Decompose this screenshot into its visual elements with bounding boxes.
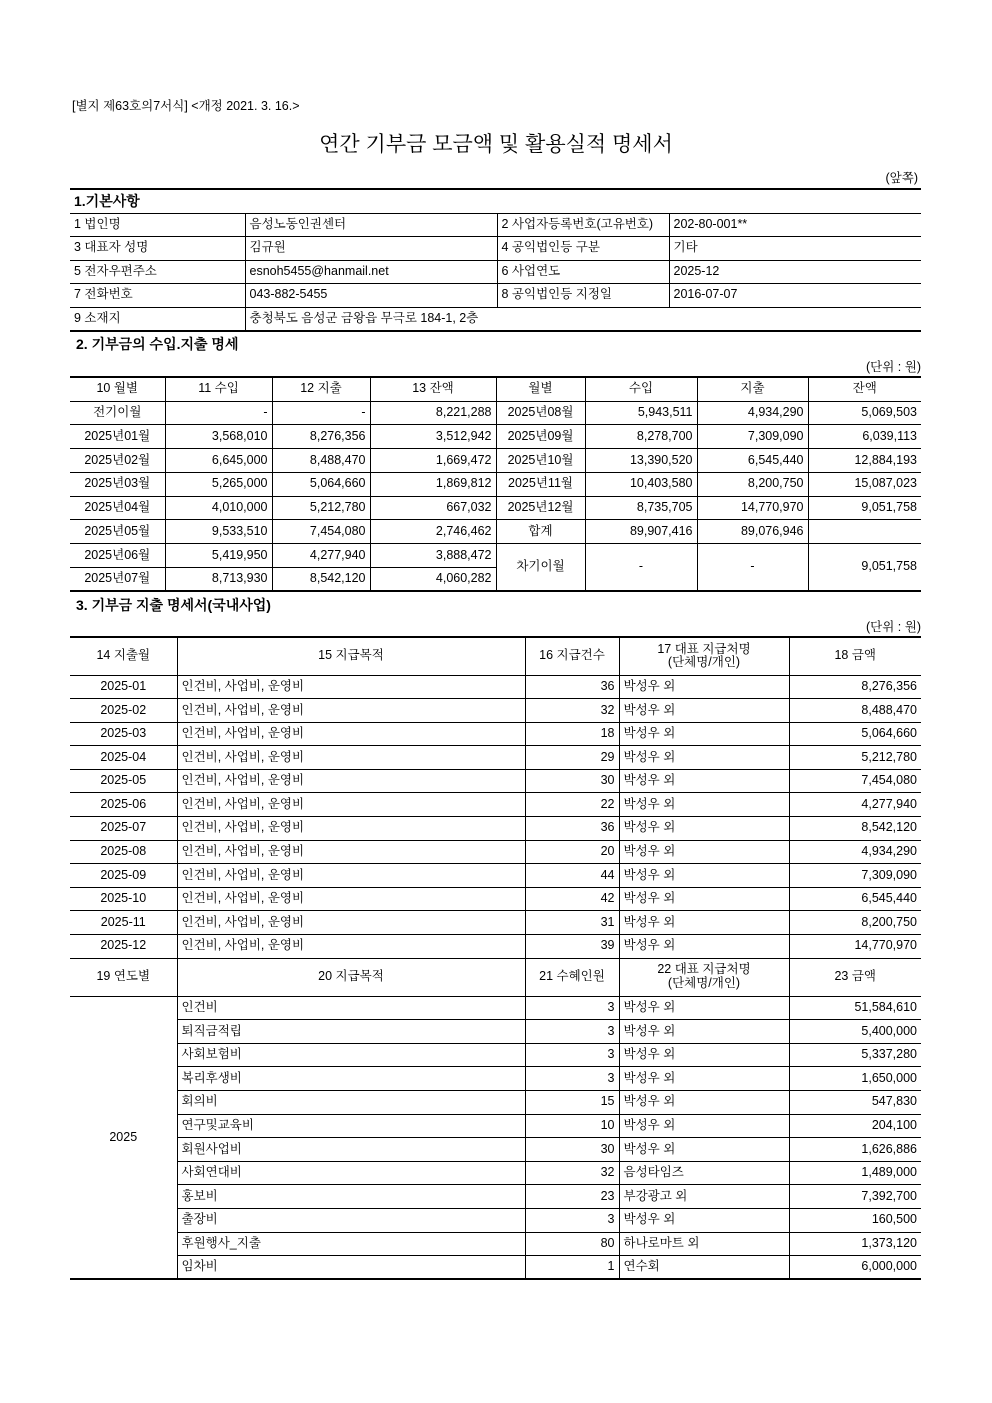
expense-row [70,840,921,864]
column-header: 15 지급목적 [177,637,525,675]
table-cell: 2025-07 [70,817,177,841]
table-cell: 홍보비 [177,1185,525,1209]
column-header: 11 수입 [165,377,272,401]
table-cell: 합계 [496,520,585,544]
table-cell: 3 [525,1208,619,1232]
annual-expense-row [70,1161,921,1185]
column-header: 17 대표 지급처명 (단체명/개인) [619,637,789,675]
info-label: 6 사업연도 [497,260,669,284]
table-cell: 3 [525,1020,619,1044]
table-cell: 2025-06 [70,793,177,817]
table-cell: 2025-01 [70,675,177,699]
table-cell: 15 [525,1091,619,1115]
table-cell: 인건비, 사업비, 운영비 [177,935,525,959]
table-cell: 5,212,780 [272,496,370,520]
table-cell: 30 [525,1138,619,1162]
table-cell: 인건비, 사업비, 운영비 [177,911,525,935]
table-cell: 박성우 외 [619,840,789,864]
table-cell: 44 [525,864,619,888]
column-header: 20 지급목적 [177,958,525,996]
table-cell: 30 [525,769,619,793]
column-header: 22 대표 지급처명 (단체명/개인) [619,958,789,996]
table-cell: 10 [525,1114,619,1138]
table-cell [808,520,921,544]
table-cell: 39 [525,935,619,959]
table-cell: 8,713,930 [165,568,272,592]
table-cell: 6,545,440 [789,887,921,911]
table-cell: 6,545,440 [697,449,808,473]
table-cell: 인건비, 사업비, 운영비 [177,840,525,864]
expense-row [70,817,921,841]
expense-row [70,864,921,888]
table-cell: 3 [525,1067,619,1091]
table-cell: 하나로마트 외 [619,1232,789,1256]
table-cell: 2025-09 [70,864,177,888]
column-header: 수입 [585,377,697,401]
table-cell: 5,265,000 [165,472,272,496]
table-cell: 204,100 [789,1114,921,1138]
section-3-unit: (단위 : 원) [866,620,921,634]
table-cell: 1,489,000 [789,1161,921,1185]
table-cell: 14,770,970 [789,935,921,959]
table-cell: 2025-12 [70,935,177,959]
table-cell: 회원사업비 [177,1138,525,1162]
column-header: 13 잔액 [370,377,496,401]
table-cell: 10,403,580 [585,472,697,496]
table-cell: 4,934,290 [789,840,921,864]
table-cell: 퇴직금적립 [177,1020,525,1044]
table-cell: 2025년02월 [70,449,165,473]
section-2-title: 2. 기부금의 수입.지출 명세 [76,336,239,352]
column-header: 월별 [496,377,585,401]
table-cell: 547,830 [789,1091,921,1115]
info-label: 4 공익법인등 구분 [497,237,669,261]
table-cell: 박성우 외 [619,1138,789,1162]
column-header: 23 금액 [789,958,921,996]
table-cell: 2025년06월 [70,544,165,568]
table-cell: 23 [525,1185,619,1209]
table-cell: 2025년07월 [70,568,165,592]
info-label: 7 전화번호 [70,284,245,308]
page-side: (앞쪽) [885,171,918,185]
table-cell: 160,500 [789,1208,921,1232]
section-3-title: 3. 기부금 지출 명세서(국내사업) [76,597,271,613]
info-value: 김규원 [245,237,497,261]
column-header: 잔액 [808,377,921,401]
annual-expense-row [70,1020,921,1044]
table-cell: 1 [525,1256,619,1280]
table-cell: 14,770,970 [697,496,808,520]
table-cell: 연구및교육비 [177,1114,525,1138]
table-cell: 박성우 외 [619,793,789,817]
info-row [70,260,921,284]
table-cell: 2025년08월 [496,401,585,425]
info-value: 043-882-5455 [245,284,497,308]
table-cell: 전기이월 [70,401,165,425]
table-cell: 3,568,010 [165,425,272,449]
page-title: 연간 기부금 모금액 및 활용실적 명세서 [319,133,673,156]
table-cell: 2025-05 [70,769,177,793]
table-cell: 부강광고 외 [619,1185,789,1209]
table-cell: 8,488,470 [272,449,370,473]
table-cell: - [165,401,272,425]
expense-row [70,722,921,746]
table-cell: 5,400,000 [789,1020,921,1044]
table-cell: 2025년04월 [70,496,165,520]
column-header: 19 연도별 [70,958,177,996]
table-row [70,520,921,544]
table-cell: 박성우 외 [619,1114,789,1138]
table-cell: 8,200,750 [789,911,921,935]
info-value: 2016-07-07 [669,284,921,308]
table-cell: 5,064,660 [272,472,370,496]
table-cell: 박성우 외 [619,1091,789,1115]
table-cell: 2025년12월 [496,496,585,520]
table-cell: - [272,401,370,425]
annual-expense-row [70,1043,921,1067]
table-cell: 89,076,946 [697,520,808,544]
table-cell: 2025년03월 [70,472,165,496]
section-1-header-row [70,189,921,213]
table-cell: 4,277,940 [789,793,921,817]
table-cell: 6,039,113 [808,425,921,449]
info-row [70,237,921,261]
annual-expense-row [70,1208,921,1232]
table-cell: 20 [525,840,619,864]
table-cell: 박성우 외 [619,675,789,699]
table-cell: 박성우 외 [619,911,789,935]
table-cell: 7,309,090 [697,425,808,449]
table-row [70,449,921,473]
table-cell: 박성우 외 [619,769,789,793]
table-cell: 29 [525,746,619,770]
table-cell: 2,746,462 [370,520,496,544]
table-cell: 8,735,705 [585,496,697,520]
table-cell: 2025-04 [70,746,177,770]
table-cell: 출장비 [177,1208,525,1232]
table-cell: 1,669,472 [370,449,496,473]
table-cell: 36 [525,675,619,699]
table-cell: 8,221,288 [370,401,496,425]
table-cell: 인건비, 사업비, 운영비 [177,887,525,911]
table-cell: 4,010,000 [165,496,272,520]
table-cell: 복리후생비 [177,1067,525,1091]
table-cell: 5,337,280 [789,1043,921,1067]
header-row [70,377,921,401]
table-cell: 32 [525,1161,619,1185]
header-row [70,637,921,675]
section-1-title: 1.기본사항 [70,189,921,213]
table-row [70,401,921,425]
expense-row [70,911,921,935]
table-cell: 8,488,470 [789,699,921,723]
table-cell: 연수회 [619,1256,789,1280]
table-cell: 31 [525,911,619,935]
table-cell: 2025년11월 [496,472,585,496]
table-cell: 인건비, 사업비, 운영비 [177,793,525,817]
table-cell: 5,069,503 [808,401,921,425]
annual-expense-row [70,1114,921,1138]
info-value: 2025-12 [669,260,921,284]
table-row [70,425,921,449]
carry-over-value: - [585,544,697,592]
info-row [70,307,921,331]
info-value: esnoh5455@hanmail.net [245,260,497,284]
table-cell: 박성우 외 [619,699,789,723]
table-cell: 3,888,472 [370,544,496,568]
annual-expense-row [70,1067,921,1091]
table-cell: 13,390,520 [585,449,697,473]
info-label: 3 대표자 성명 [70,237,245,261]
table-cell: 박성우 외 [619,887,789,911]
table-cell: 7,454,080 [789,769,921,793]
info-label: 9 소재지 [70,307,245,331]
table-cell: 박성우 외 [619,817,789,841]
info-label: 8 공익법인등 지정일 [497,284,669,308]
expense-row [70,699,921,723]
table-cell: 2025-02 [70,699,177,723]
table-cell: 42 [525,887,619,911]
table-cell: 1,650,000 [789,1067,921,1091]
info-label: 1 법인명 [70,213,245,237]
year-cell: 2025 [70,996,177,1279]
table-cell: 인건비, 사업비, 운영비 [177,864,525,888]
form-reference: [별지 제63호의7서식] <개정 2021. 3. 16.> [72,99,300,113]
table-cell: 사회연대비 [177,1161,525,1185]
annual-expense-row [70,1232,921,1256]
table-row [70,472,921,496]
column-header: 16 지급건수 [525,637,619,675]
table-row [70,544,921,568]
table-cell: 2025-10 [70,887,177,911]
table-cell: 8,276,356 [272,425,370,449]
column-header: 지출 [697,377,808,401]
table-cell: 박성우 외 [619,864,789,888]
expense-row [70,769,921,793]
table-cell: 5,419,950 [165,544,272,568]
table-cell: 1,626,886 [789,1138,921,1162]
table-cell: 5,212,780 [789,746,921,770]
table-cell: 8,278,700 [585,425,697,449]
table-cell: 박성우 외 [619,935,789,959]
table-cell: 89,907,416 [585,520,697,544]
table-cell: 8,200,750 [697,472,808,496]
table-cell: 박성우 외 [619,1043,789,1067]
info-label: 5 전자우편주소 [70,260,245,284]
table-cell: 80 [525,1232,619,1256]
table-cell: 8,276,356 [789,675,921,699]
table-cell: 32 [525,699,619,723]
table-cell: 사회보험비 [177,1043,525,1067]
income-expense-table [70,376,921,592]
table-cell: 15,087,023 [808,472,921,496]
basic-info-table [70,188,921,332]
expense-row [70,935,921,959]
table-row [70,496,921,520]
table-cell: 박성우 외 [619,996,789,1020]
table-cell: 5,943,511 [585,401,697,425]
table-cell: 22 [525,793,619,817]
table-cell: 2025년05월 [70,520,165,544]
table-cell: 2025-11 [70,911,177,935]
info-label: 2 사업자등록번호(고유번호) [497,213,669,237]
table-cell: 3 [525,996,619,1020]
column-header: 12 지출 [272,377,370,401]
column-header: 14 지출월 [70,637,177,675]
table-cell: 임차비 [177,1256,525,1280]
table-cell: 인건비, 사업비, 운영비 [177,817,525,841]
annual-expense-row [70,1138,921,1162]
table-cell: 인건비, 사업비, 운영비 [177,699,525,723]
section-2-unit: (단위 : 원) [866,360,921,374]
table-cell: 51,584,610 [789,996,921,1020]
table-cell: 회의비 [177,1091,525,1115]
table-cell: 5,064,660 [789,722,921,746]
table-cell: 7,454,080 [272,520,370,544]
table-cell: 박성우 외 [619,1208,789,1232]
table-cell: 3 [525,1043,619,1067]
header-row [70,958,921,996]
table-cell: 1,869,812 [370,472,496,496]
table-cell: 12,884,193 [808,449,921,473]
info-value: 기타 [669,237,921,261]
table-cell: 7,309,090 [789,864,921,888]
table-cell: 2025년01월 [70,425,165,449]
table-cell: 667,032 [370,496,496,520]
annual-expense-row [70,1256,921,1280]
expense-row [70,887,921,911]
table-cell: 인건비, 사업비, 운영비 [177,746,525,770]
table-cell: 2025년10월 [496,449,585,473]
table-cell: 8,542,120 [789,817,921,841]
table-cell: 6,645,000 [165,449,272,473]
table-cell: 8,542,120 [272,568,370,592]
table-cell: 후원행사_지출 [177,1232,525,1256]
table-cell: 7,392,700 [789,1185,921,1209]
table-cell: 9,051,758 [808,496,921,520]
carry-over-value: - [697,544,808,592]
expense-row [70,746,921,770]
table-cell: 박성우 외 [619,746,789,770]
table-cell: 2025-03 [70,722,177,746]
table-cell: 3,512,942 [370,425,496,449]
table-cell: 2025년09월 [496,425,585,449]
info-row [70,213,921,237]
expense-row [70,675,921,699]
table-cell: 2025-08 [70,840,177,864]
table-cell: 4,277,940 [272,544,370,568]
carry-over-label: 차기이월 [496,544,585,592]
table-cell: 박성우 외 [619,722,789,746]
annual-expense-row [70,1091,921,1115]
table-cell: 박성우 외 [619,1020,789,1044]
info-row [70,284,921,308]
table-cell: 4,060,282 [370,568,496,592]
column-header: 18 금액 [789,637,921,675]
table-cell: 음성타임즈 [619,1161,789,1185]
table-cell: 인건비, 사업비, 운영비 [177,675,525,699]
table-cell: 9,533,510 [165,520,272,544]
annual-expense-row [70,996,921,1020]
table-cell: 박성우 외 [619,1067,789,1091]
expense-detail-table [70,636,921,1280]
table-cell: 1,373,120 [789,1232,921,1256]
table-cell: 6,000,000 [789,1256,921,1280]
info-value: 음성노동인권센터 [245,213,497,237]
info-value: 충청북도 음성군 금왕읍 무극로 184-1, 2층 [245,307,921,331]
table-cell: 36 [525,817,619,841]
table-cell: 인건비 [177,996,525,1020]
info-value: 202-80-001** [669,213,921,237]
table-cell: 18 [525,722,619,746]
annual-expense-row [70,1185,921,1209]
column-header: 10 월별 [70,377,165,401]
table-cell: 인건비, 사업비, 운영비 [177,722,525,746]
column-header: 21 수혜인원 [525,958,619,996]
table-cell: 4,934,290 [697,401,808,425]
expense-row [70,793,921,817]
carry-over-value: 9,051,758 [808,544,921,592]
table-cell: 인건비, 사업비, 운영비 [177,769,525,793]
